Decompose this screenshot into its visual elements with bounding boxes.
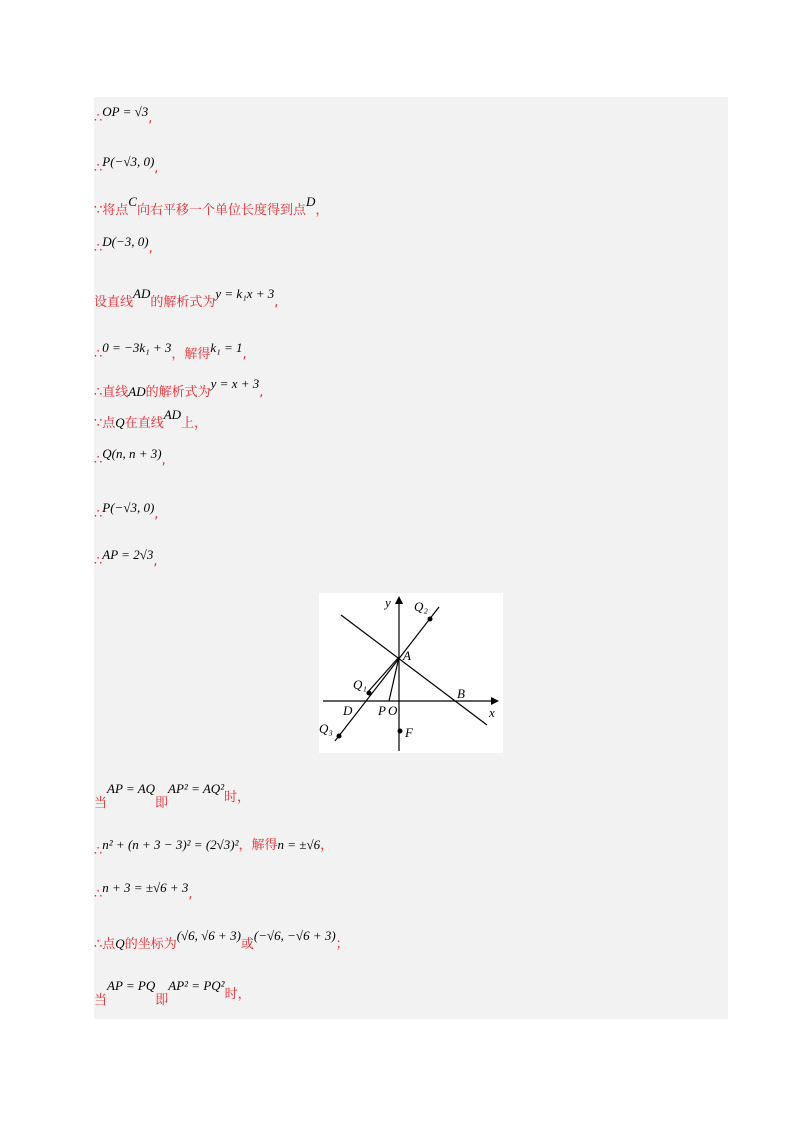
math-ap: AP = 2√3 [102,547,154,562]
math-d: D [305,194,316,209]
text: 当 [94,993,108,1008]
line-q-result [94,928,349,956]
point-f [398,729,403,734]
text: 的坐标为 [124,937,177,952]
text: 设直线 [94,295,134,310]
line-p-coord-2 [94,496,158,520]
text: 即 [155,993,169,1008]
line-ab [341,615,487,725]
line-op [94,100,152,124]
punct: , [259,385,264,400]
label-a: A [403,648,411,663]
therefore-symbol: ∴ [94,347,103,362]
line-ad-result [94,376,264,404]
line-q-coord [94,442,166,466]
math-c: C [128,194,137,209]
therefore-symbol: ∴ [94,241,103,256]
text: 直线 [102,385,129,400]
math-ad: AD [133,286,151,301]
text: 将点 [102,203,129,218]
math-n-plus-3: n + 3 = ±√6 + 3 [102,880,189,895]
text: 向右平移一个单位长度得到点 [136,203,306,218]
punct: 上， [181,416,208,431]
line-n-plus-3 [94,876,193,900]
punct: 时， [224,790,251,805]
segment-ap [389,657,399,701]
point-q2 [428,617,433,622]
text: 点 [102,937,116,952]
point-q1 [367,691,372,696]
math-p: P(−√3, 0) [102,154,155,169]
math-q: Q [115,936,125,951]
because-symbol: ∵ [94,416,103,431]
label-x: x [489,705,495,720]
math-k: k₁ = 1 [210,340,243,355]
punct: , [188,887,193,902]
math-squared: AP² = AQ² [168,781,225,796]
line-ap [94,543,157,567]
punct: , [242,347,247,362]
therefore-symbol: ∴ [94,937,103,952]
text: 点 [102,416,116,431]
text: ，解得 [171,347,211,362]
therefore-symbol: ∴ [94,161,103,176]
text: 的解析式为 [145,385,211,400]
coordinate-figure [319,593,503,753]
math-ad-formula: y = k₁x + 3 [215,286,275,301]
text: 当 [94,796,108,811]
point-q3 [337,734,342,739]
punct: , [154,161,159,176]
y-axis-arrow [395,596,403,604]
therefore-symbol: ∴ [94,453,103,468]
math-n: n = ±√6 [277,837,321,852]
punct: , [274,295,279,310]
math-equation: n² + (n + 3 − 3)² = (2√3)² [102,837,239,852]
therefore-symbol: ∴ [94,554,103,569]
therefore-symbol: ∴ [94,111,103,126]
math-line: y = x + 3 [210,376,260,391]
label-q3: Q₃ [319,721,333,736]
math-op: OP = √3 [102,104,149,119]
line-solve-n [94,833,333,857]
label-f: F [405,725,413,740]
line-d-coord [94,230,153,254]
punct: , [161,453,166,468]
text: ，解得 [238,838,278,853]
line-case-aq [94,781,251,811]
line-p-coord [94,150,158,174]
math-squared: AP² = PQ² [168,978,225,993]
label-b: B [457,686,465,701]
math-q-coord-2: (−√6, −√6 + 3) [253,928,336,943]
text: 或 [240,937,254,952]
math-d-coord: D(−3, 0) [102,234,149,249]
therefore-symbol: ∴ [94,887,103,902]
punct: 时， [224,987,251,1002]
punct: ； [335,937,349,952]
label-y: y [385,595,391,610]
punct: , [148,111,153,126]
math-q: Q [115,415,125,430]
text: 即 [155,796,169,811]
punct: , [148,241,153,256]
label-q2: Q₂ [414,599,428,614]
math-ad: AD [163,407,182,422]
math-p: P(−√3, 0) [102,500,155,515]
punct: ， [315,203,329,218]
text: 的解析式为 [150,295,216,310]
line-case-pq [94,978,251,1008]
therefore-symbol: ∴ [94,385,103,400]
line-ad [335,607,439,741]
math-q-coord-1: (√6, √6 + 3) [176,928,241,943]
because-symbol: ∵ [94,203,103,218]
punct: ， [320,838,334,853]
therefore-symbol: ∴ [94,844,103,859]
math-equation: 0 = −3k₁ + 3 [102,340,172,355]
punct: , [153,554,158,569]
label-p: P [378,703,386,718]
label-o: O [388,703,398,718]
text: 在直线 [124,416,164,431]
line-solve-k [94,336,247,360]
math-q-coord: Q(n, n + 3) [102,446,162,461]
math-condition: AP = AQ [107,781,156,796]
line-q-on-ad [94,407,208,435]
line-set-ad [94,286,279,314]
therefore-symbol: ∴ [94,507,103,522]
punct: , [154,507,159,522]
line-translate [94,194,329,222]
math-condition: AP = PQ [107,978,156,993]
math-ad: AD [128,384,146,399]
label-d: D [343,703,353,718]
segment-aq1 [367,657,399,693]
label-q1: Q₁ [353,677,367,692]
x-axis-arrow [491,697,499,705]
